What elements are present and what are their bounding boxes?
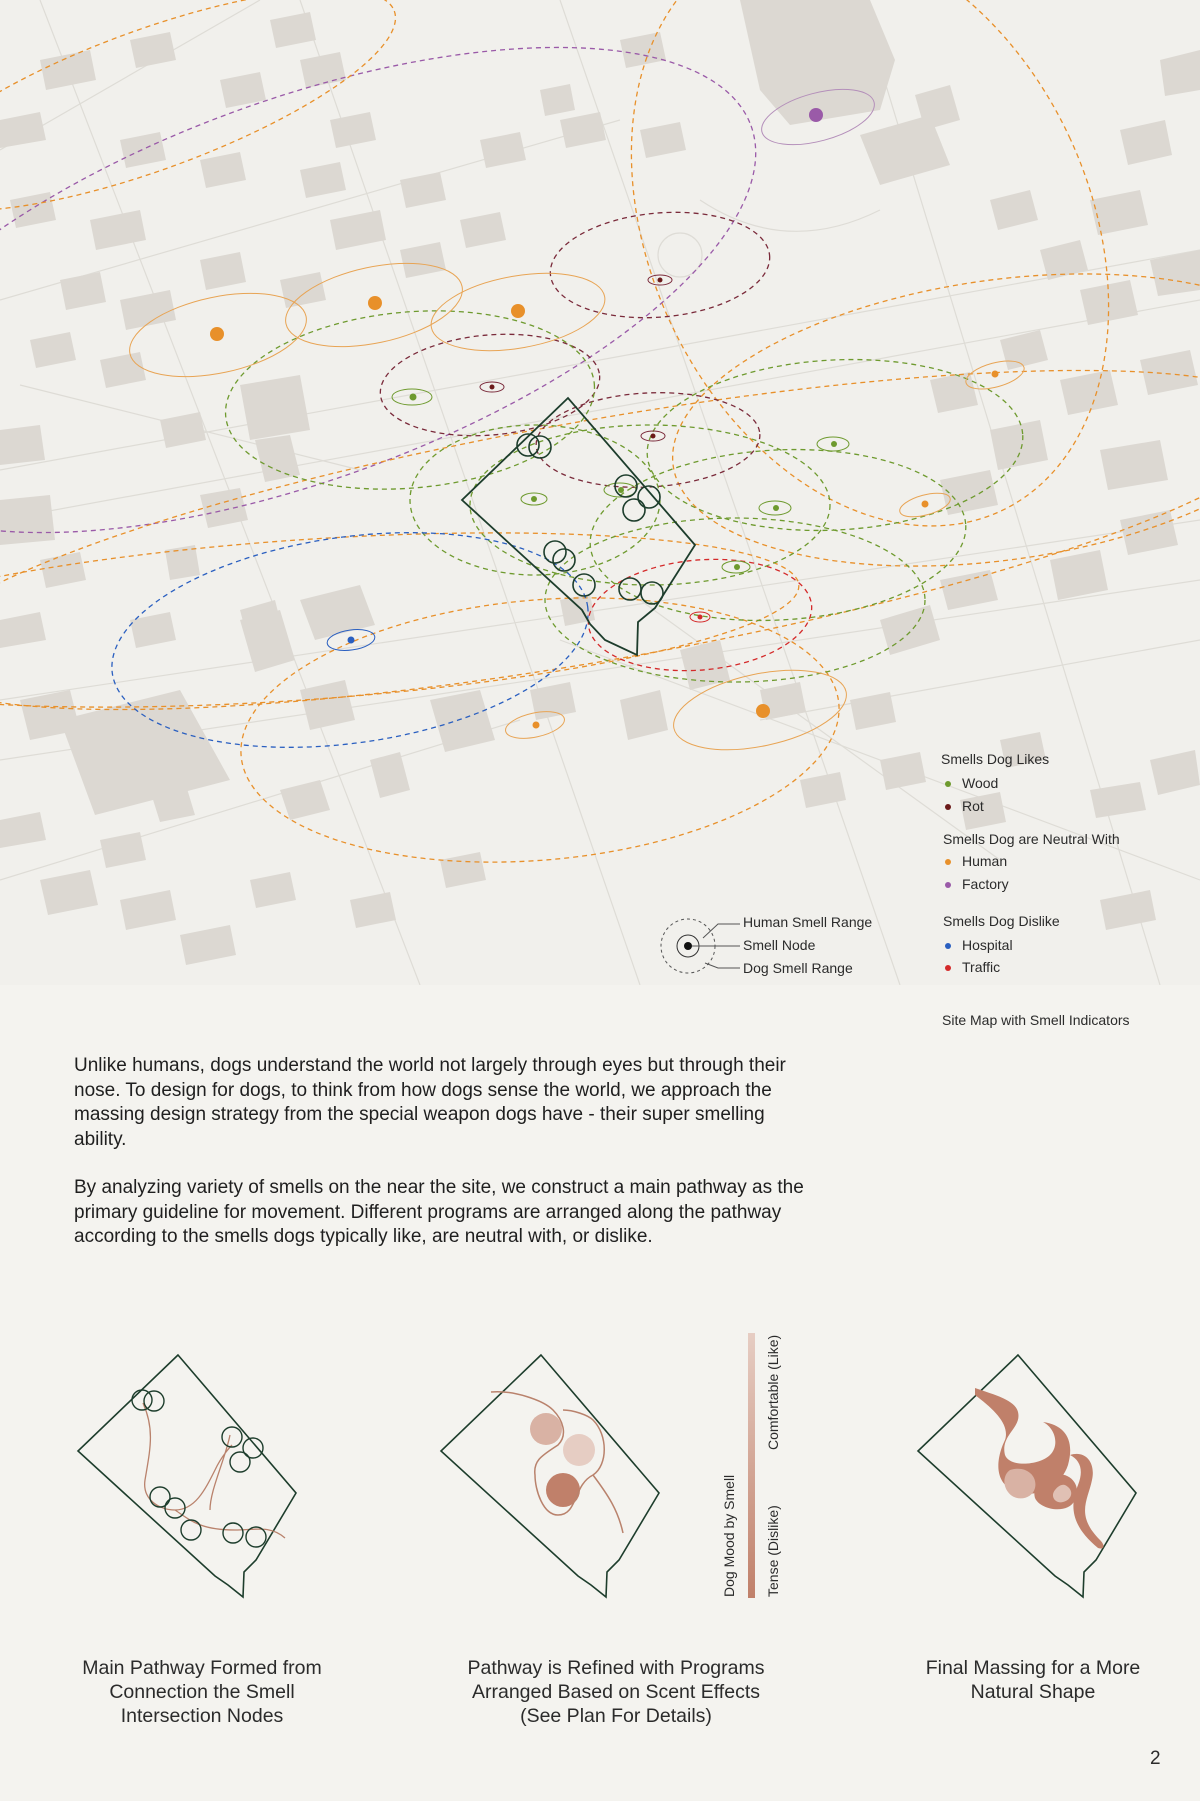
legend-likes-heading: Smells Dog Likes [941,751,1050,767]
legend-label-wood: Wood [962,775,999,791]
diagram-1-caption-line-2: Connection the Smell [109,1681,295,1703]
diagram-3-caption-line-2: Natural Shape [970,1681,1096,1703]
diagram-pathway-nodes [60,1340,310,1610]
massing-shapes-3 [975,1388,1104,1548]
mood-scale-bottom-label: Tense (Dislike) [765,1505,781,1597]
legend-dislike-heading: Smells Dog Dislike [943,913,1060,929]
method-paragraph: By analyzing variety of smells on the near the site, we construct a main pathway as the primary guideline for movement. Different programs are arranged along the pathway according to the smells dogs typically like, are neutral with, or dislike. [74,1177,804,1247]
legend-item-traffic [962,959,1000,975]
pathway-nodes-1 [132,1390,266,1547]
legend-label-human: Human [962,853,1008,869]
diagram-refined-pathway [423,1340,673,1610]
diagram-2-caption-line-3: (See Plan For Details) [520,1705,712,1727]
symbol-key-node: Smell Node [743,937,816,953]
diagram-3-caption-line-1: Final Massing for a More [925,1657,1141,1679]
diagram-final-massing [900,1340,1150,1610]
pathway-line-1 [143,1403,285,1538]
legend-label-traffic: Traffic [962,959,1001,975]
legend-neutral-heading: Smells Dog are Neutral With [943,831,1120,847]
legend-dot-hospital [945,943,951,949]
diagram-2-caption-line-2: Arranged Based on Scent Effects [472,1681,760,1703]
legend-dot-human [945,859,951,865]
mood-scale-top-label: Comfortable (Like) [765,1334,781,1450]
legend-item-human [962,853,1007,869]
mood-scale-title: Dog Mood by Smell [721,1474,737,1597]
legend-item-wood [962,775,998,791]
diagram-2-caption-line-1: Pathway is Refined with Programs [467,1657,765,1679]
legend-item-rot [962,798,984,814]
symbol-key-dog-range: Dog Smell Range [743,960,853,976]
diagram-3-caption [883,1656,1183,1704]
intro-paragraph: Unlike humans, dogs understand the world not largely through eyes but through their nose. To design for dogs, to think from how dogs sense the world, we approach the massing design strategy from the special weapon dogs have - their super smelling ability. [74,1055,786,1150]
map-caption: Site Map with Smell Indicators [942,1012,1130,1028]
legend-dot-factory [945,882,951,888]
legend-dot-wood [945,781,951,787]
diagram-1-caption-line-1: Main Pathway Formed from [82,1657,322,1679]
mood-scale-bar [748,1333,755,1598]
page-number: 2 [1150,1748,1161,1769]
diagram-2-caption [446,1656,786,1728]
legend-dot-traffic [945,965,951,971]
symbol-key-human-range: Human Smell Range [743,914,873,930]
legend-dot-rot [945,804,951,810]
legend-label-hospital: Hospital [962,937,1013,953]
legend-label-factory: Factory [962,876,1009,892]
site-outline-2 [441,1355,659,1597]
diagram-1-caption [52,1656,352,1728]
legend-label-rot: Rot [962,798,984,814]
legend-item-factory [962,876,1009,892]
site-outline-1 [78,1355,296,1597]
legend-item-hospital [962,937,1013,953]
diagram-1-caption-line-3: Intersection Nodes [120,1705,284,1727]
pathway-line-2 [491,1392,623,1533]
